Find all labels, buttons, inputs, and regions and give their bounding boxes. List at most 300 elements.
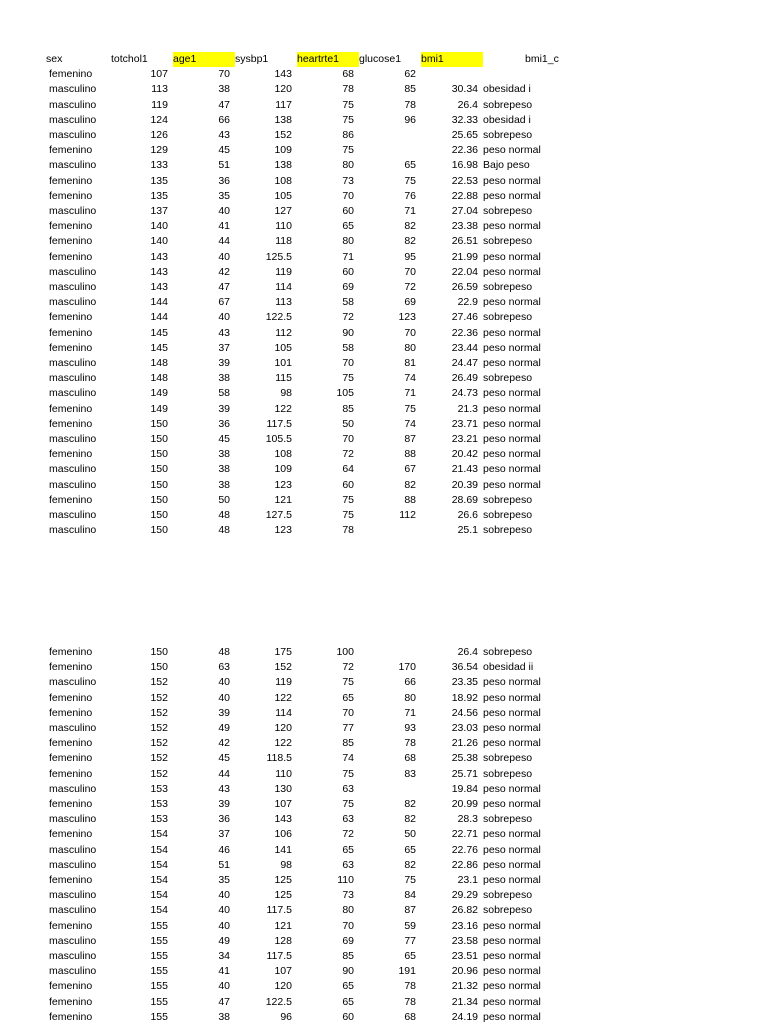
cell-heartrte1[interactable]: 105 bbox=[336, 387, 354, 400]
cell-bmi1-c[interactable]: peso normal bbox=[483, 326, 541, 339]
cell-glucose1[interactable]: 88 bbox=[404, 448, 416, 461]
cell-sex[interactable]: femenino bbox=[49, 737, 93, 750]
cell-totchol1[interactable]: 145 bbox=[150, 326, 168, 339]
cell-sex[interactable]: femenino bbox=[49, 326, 93, 339]
cell-sysbp1[interactable]: 120 bbox=[274, 980, 292, 993]
cell-sex[interactable]: femenino bbox=[49, 798, 93, 811]
cell-heartrte1[interactable]: 64 bbox=[342, 463, 354, 476]
header-heartrte1[interactable]: heartrte1 bbox=[297, 52, 359, 67]
cell-sex[interactable]: masculino bbox=[49, 676, 97, 689]
cell-bmi1-c[interactable]: obesidad i bbox=[483, 113, 531, 126]
cell-glucose1[interactable]: 80 bbox=[404, 341, 416, 354]
cell-age1[interactable]: 37 bbox=[218, 828, 230, 841]
cell-totchol1[interactable]: 143 bbox=[150, 265, 168, 278]
cell-totchol1[interactable]: 135 bbox=[150, 174, 168, 187]
cell-totchol1[interactable]: 152 bbox=[150, 767, 168, 780]
cell-glucose1[interactable]: 70 bbox=[404, 326, 416, 339]
cell-glucose1[interactable]: 88 bbox=[404, 493, 416, 506]
cell-sex[interactable]: femenino bbox=[49, 661, 93, 674]
cell-heartrte1[interactable]: 72 bbox=[342, 661, 354, 674]
cell-totchol1[interactable]: 154 bbox=[150, 828, 168, 841]
cell-sysbp1[interactable]: 98 bbox=[280, 858, 292, 871]
cell-age1[interactable]: 43 bbox=[218, 782, 230, 795]
cell-glucose1[interactable]: 78 bbox=[404, 737, 416, 750]
cell-sex[interactable]: femenino bbox=[49, 706, 93, 719]
cell-sex[interactable]: masculino bbox=[49, 463, 97, 476]
cell-heartrte1[interactable]: 72 bbox=[342, 311, 354, 324]
cell-bmi1-c[interactable]: peso normal bbox=[483, 676, 541, 689]
cell-heartrte1[interactable]: 70 bbox=[342, 189, 354, 202]
cell-bmi1-c[interactable]: peso normal bbox=[483, 722, 541, 735]
cell-totchol1[interactable]: 149 bbox=[150, 387, 168, 400]
cell-bmi1[interactable]: 24.19 bbox=[451, 1010, 478, 1023]
cell-bmi1[interactable]: 19.84 bbox=[451, 782, 478, 795]
cell-bmi1[interactable]: 22.9 bbox=[457, 296, 478, 309]
cell-bmi1[interactable]: 26.4 bbox=[457, 646, 478, 658]
cell-bmi1-c[interactable]: peso normal bbox=[483, 965, 541, 978]
cell-bmi1-c[interactable]: peso normal bbox=[483, 220, 541, 233]
cell-sysbp1[interactable]: 98 bbox=[280, 387, 292, 400]
cell-age1[interactable]: 38 bbox=[218, 1010, 230, 1023]
cell-glucose1[interactable]: 82 bbox=[404, 478, 416, 491]
cell-bmi1[interactable]: 25.1 bbox=[457, 524, 478, 537]
cell-glucose1[interactable] bbox=[359, 523, 421, 538]
cell-bmi1[interactable]: 21.43 bbox=[451, 463, 478, 476]
cell-heartrte1[interactable]: 86 bbox=[342, 129, 354, 142]
cell-age1[interactable]: 48 bbox=[218, 524, 230, 537]
cell-totchol1[interactable]: 155 bbox=[150, 950, 168, 963]
cell-totchol1[interactable]: 107 bbox=[150, 68, 168, 81]
cell-sysbp1[interactable]: 107 bbox=[274, 798, 292, 811]
cell-sysbp1[interactable]: 141 bbox=[274, 843, 292, 856]
cell-heartrte1[interactable]: 75 bbox=[342, 144, 354, 157]
cell-bmi1-c[interactable]: peso normal bbox=[483, 296, 541, 309]
cell-heartrte1[interactable]: 69 bbox=[342, 934, 354, 947]
cell-bmi1[interactable]: 22.86 bbox=[451, 858, 478, 871]
cell-sysbp1[interactable]: 108 bbox=[274, 174, 292, 187]
cell-glucose1[interactable]: 170 bbox=[398, 661, 416, 674]
cell-age1[interactable]: 42 bbox=[218, 265, 230, 278]
cell-heartrte1[interactable]: 80 bbox=[342, 904, 354, 917]
cell-bmi1[interactable]: 23.03 bbox=[451, 722, 478, 735]
header-bmi1-c[interactable]: bmi1_c bbox=[525, 53, 559, 65]
cell-sysbp1[interactable]: 138 bbox=[274, 159, 292, 172]
cell-age1[interactable]: 49 bbox=[218, 722, 230, 735]
cell-sex[interactable]: masculino bbox=[49, 387, 97, 400]
cell-bmi1-c[interactable]: peso normal bbox=[483, 433, 541, 446]
cell-heartrte1[interactable]: 85 bbox=[342, 950, 354, 963]
cell-bmi1[interactable] bbox=[421, 67, 483, 82]
cell-totchol1[interactable]: 152 bbox=[150, 722, 168, 735]
cell-glucose1[interactable]: 82 bbox=[404, 858, 416, 871]
cell-glucose1[interactable]: 75 bbox=[404, 174, 416, 187]
cell-sex[interactable]: masculino bbox=[49, 858, 97, 871]
cell-bmi1-c[interactable]: obesidad ii bbox=[483, 661, 534, 674]
cell-totchol1[interactable]: 154 bbox=[150, 889, 168, 902]
header-glucose1[interactable]: glucose1 bbox=[359, 53, 402, 65]
cell-bmi1-c[interactable]: peso normal bbox=[483, 387, 541, 400]
cell-glucose1[interactable]: 50 bbox=[404, 828, 416, 841]
cell-glucose1[interactable]: 65 bbox=[404, 950, 416, 963]
cell-age1[interactable]: 39 bbox=[218, 357, 230, 370]
cell-age1[interactable]: 39 bbox=[218, 402, 230, 415]
cell-bmi1[interactable]: 23.38 bbox=[451, 220, 478, 233]
cell-bmi1[interactable]: 22.53 bbox=[451, 174, 478, 187]
cell-sex[interactable]: masculino bbox=[49, 433, 97, 446]
cell-age1[interactable]: 48 bbox=[218, 646, 230, 658]
cell-totchol1[interactable]: 150 bbox=[150, 509, 168, 522]
cell-bmi1-c[interactable]: sobrepeso bbox=[483, 904, 533, 917]
cell-bmi1[interactable]: 26.6 bbox=[457, 509, 478, 522]
cell-bmi1-c[interactable]: peso normal bbox=[483, 341, 541, 354]
cell-sex[interactable]: masculino bbox=[49, 813, 97, 826]
cell-heartrte1[interactable]: 90 bbox=[342, 326, 354, 339]
cell-bmi1[interactable]: 21.26 bbox=[451, 737, 478, 750]
cell-glucose1[interactable]: 123 bbox=[398, 311, 416, 324]
cell-bmi1[interactable]: 20.42 bbox=[451, 448, 478, 461]
cell-bmi1-c[interactable]: peso normal bbox=[483, 950, 541, 963]
cell-bmi1[interactable]: 26.51 bbox=[451, 235, 478, 248]
cell-heartrte1[interactable]: 73 bbox=[342, 889, 354, 902]
cell-heartrte1[interactable]: 68 bbox=[342, 68, 354, 81]
cell-bmi1-c[interactable]: sobrepeso bbox=[483, 813, 533, 826]
cell-sex[interactable]: masculino bbox=[49, 950, 97, 963]
cell-bmi1[interactable]: 23.21 bbox=[451, 433, 478, 446]
cell-sex[interactable]: masculino bbox=[49, 478, 97, 491]
cell-sex[interactable]: femenino bbox=[49, 752, 93, 765]
cell-glucose1[interactable]: 76 bbox=[404, 189, 416, 202]
cell-glucose1[interactable]: 83 bbox=[404, 767, 416, 780]
cell-bmi1-c[interactable]: sobrepeso bbox=[483, 493, 533, 506]
cell-sysbp1[interactable]: 123 bbox=[274, 524, 292, 537]
cell-heartrte1[interactable]: 63 bbox=[342, 782, 354, 795]
cell-age1[interactable]: 43 bbox=[218, 326, 230, 339]
cell-sex[interactable]: masculino bbox=[49, 722, 97, 735]
cell-heartrte1[interactable]: 63 bbox=[342, 813, 354, 826]
cell-sex[interactable]: masculino bbox=[49, 889, 97, 902]
cell-bmi1-c[interactable]: peso normal bbox=[483, 706, 541, 719]
cell-bmi1-c[interactable]: sobrepeso bbox=[483, 129, 533, 142]
cell-bmi1-c[interactable]: peso normal bbox=[483, 919, 541, 932]
cell-sysbp1[interactable]: 125.5 bbox=[265, 250, 292, 263]
cell-sex[interactable]: femenino bbox=[49, 341, 93, 354]
cell-bmi1-c[interactable]: peso normal bbox=[483, 478, 541, 491]
cell-totchol1[interactable]: 155 bbox=[150, 934, 168, 947]
cell-sysbp1[interactable]: 108 bbox=[274, 448, 292, 461]
cell-bmi1-c[interactable]: sobrepeso bbox=[483, 372, 533, 385]
cell-heartrte1[interactable]: 75 bbox=[342, 509, 354, 522]
cell-totchol1[interactable]: 150 bbox=[150, 661, 168, 674]
cell-heartrte1[interactable]: 71 bbox=[342, 250, 354, 263]
cell-heartrte1[interactable]: 110 bbox=[337, 874, 354, 887]
cell-bmi1-c[interactable] bbox=[483, 67, 563, 82]
cell-sex[interactable]: femenino bbox=[49, 828, 93, 841]
cell-totchol1[interactable]: 148 bbox=[150, 357, 168, 370]
cell-sysbp1[interactable]: 175 bbox=[274, 646, 292, 658]
cell-age1[interactable]: 58 bbox=[218, 387, 230, 400]
cell-glucose1[interactable]: 81 bbox=[404, 357, 416, 370]
cell-bmi1-c[interactable]: peso normal bbox=[483, 995, 541, 1008]
cell-totchol1[interactable]: 140 bbox=[150, 235, 168, 248]
cell-sysbp1[interactable]: 152 bbox=[274, 129, 292, 142]
cell-glucose1[interactable]: 82 bbox=[404, 798, 416, 811]
cell-totchol1[interactable]: 145 bbox=[150, 341, 168, 354]
cell-sex[interactable]: masculino bbox=[49, 524, 97, 537]
cell-sex[interactable]: femenino bbox=[49, 144, 93, 157]
cell-bmi1[interactable]: 22.88 bbox=[451, 189, 478, 202]
cell-sysbp1[interactable]: 119 bbox=[275, 676, 292, 689]
cell-age1[interactable]: 66 bbox=[218, 113, 230, 126]
cell-bmi1-c[interactable]: peso normal bbox=[483, 189, 541, 202]
cell-bmi1-c[interactable]: peso normal bbox=[483, 737, 541, 750]
cell-sysbp1[interactable]: 101 bbox=[274, 357, 292, 370]
cell-glucose1[interactable]: 77 bbox=[404, 934, 416, 947]
cell-sysbp1[interactable]: 125 bbox=[274, 889, 292, 902]
cell-sex[interactable]: masculino bbox=[49, 509, 97, 522]
cell-sex[interactable]: masculino bbox=[49, 83, 97, 96]
cell-age1[interactable]: 47 bbox=[218, 98, 230, 111]
cell-glucose1[interactable]: 191 bbox=[398, 965, 416, 978]
cell-heartrte1[interactable]: 77 bbox=[342, 722, 354, 735]
cell-sysbp1[interactable]: 115 bbox=[275, 372, 292, 385]
cell-glucose1[interactable]: 70 bbox=[404, 265, 416, 278]
cell-bmi1[interactable]: 26.82 bbox=[451, 904, 478, 917]
cell-totchol1[interactable]: 124 bbox=[150, 113, 168, 126]
cell-sex[interactable]: masculino bbox=[49, 159, 97, 172]
cell-bmi1-c[interactable]: sobrepeso bbox=[483, 98, 533, 111]
cell-totchol1[interactable]: 153 bbox=[150, 798, 168, 811]
cell-heartrte1[interactable]: 78 bbox=[342, 83, 354, 96]
cell-bmi1[interactable]: 20.99 bbox=[451, 798, 478, 811]
cell-sex[interactable]: masculino bbox=[49, 281, 97, 294]
cell-heartrte1[interactable]: 80 bbox=[342, 235, 354, 248]
cell-age1[interactable]: 44 bbox=[218, 767, 230, 780]
cell-sysbp1[interactable]: 122 bbox=[274, 691, 292, 704]
cell-sysbp1[interactable]: 117.5 bbox=[266, 904, 292, 917]
cell-sysbp1[interactable]: 123 bbox=[274, 478, 292, 491]
cell-totchol1[interactable]: 155 bbox=[150, 1010, 168, 1023]
cell-heartrte1[interactable]: 75 bbox=[342, 767, 354, 780]
cell-totchol1[interactable]: 150 bbox=[150, 463, 168, 476]
cell-bmi1[interactable]: 28.69 bbox=[451, 493, 478, 506]
cell-heartrte1[interactable]: 65 bbox=[342, 980, 354, 993]
cell-glucose1[interactable] bbox=[359, 645, 421, 660]
cell-bmi1-c[interactable]: peso normal bbox=[483, 1010, 541, 1023]
cell-sysbp1[interactable]: 121 bbox=[274, 919, 292, 932]
cell-bmi1[interactable]: 24.56 bbox=[451, 706, 478, 719]
cell-age1[interactable]: 37 bbox=[218, 341, 230, 354]
cell-sex[interactable]: femenino bbox=[49, 250, 93, 263]
cell-bmi1[interactable]: 26.49 bbox=[451, 372, 478, 385]
cell-sysbp1[interactable]: 113 bbox=[275, 296, 292, 309]
cell-sex[interactable]: femenino bbox=[49, 174, 93, 187]
cell-totchol1[interactable]: 119 bbox=[151, 98, 168, 111]
cell-bmi1-c[interactable]: peso normal bbox=[483, 448, 541, 461]
cell-totchol1[interactable]: 150 bbox=[150, 524, 168, 537]
cell-glucose1[interactable]: 112 bbox=[399, 509, 416, 522]
cell-sex[interactable]: masculino bbox=[49, 934, 97, 947]
cell-age1[interactable]: 38 bbox=[218, 463, 230, 476]
cell-age1[interactable]: 40 bbox=[218, 311, 230, 324]
cell-bmi1[interactable]: 24.47 bbox=[451, 357, 478, 370]
cell-totchol1[interactable]: 152 bbox=[150, 737, 168, 750]
cell-bmi1-c[interactable]: sobrepeso bbox=[483, 509, 533, 522]
cell-sex[interactable]: femenino bbox=[49, 417, 93, 430]
cell-heartrte1[interactable]: 90 bbox=[342, 965, 354, 978]
cell-glucose1[interactable]: 69 bbox=[404, 296, 416, 309]
cell-sysbp1[interactable]: 122.5 bbox=[265, 311, 292, 324]
cell-age1[interactable]: 43 bbox=[218, 129, 230, 142]
cell-bmi1-c[interactable]: peso normal bbox=[483, 402, 541, 415]
cell-glucose1[interactable]: 82 bbox=[404, 235, 416, 248]
cell-age1[interactable]: 40 bbox=[218, 676, 230, 689]
cell-bmi1-c[interactable]: sobrepeso bbox=[483, 524, 533, 537]
cell-heartrte1[interactable]: 58 bbox=[342, 341, 354, 354]
cell-bmi1[interactable]: 20.96 bbox=[451, 965, 478, 978]
cell-sysbp1[interactable]: 120 bbox=[274, 83, 292, 96]
cell-bmi1[interactable]: 29.29 bbox=[451, 889, 478, 902]
cell-totchol1[interactable]: 152 bbox=[150, 676, 168, 689]
cell-glucose1[interactable] bbox=[359, 128, 421, 143]
cell-glucose1[interactable]: 67 bbox=[404, 463, 416, 476]
cell-bmi1-c[interactable]: sobrepeso bbox=[483, 767, 533, 780]
cell-age1[interactable]: 36 bbox=[218, 813, 230, 826]
cell-bmi1[interactable]: 36.54 bbox=[451, 661, 478, 674]
cell-bmi1[interactable]: 25.71 bbox=[451, 767, 478, 780]
cell-sysbp1[interactable]: 121 bbox=[274, 493, 292, 506]
cell-sysbp1[interactable]: 122 bbox=[274, 737, 292, 750]
cell-sex[interactable]: masculino bbox=[49, 904, 97, 917]
cell-sysbp1[interactable]: 127.5 bbox=[265, 509, 292, 522]
cell-bmi1[interactable]: 22.76 bbox=[451, 843, 478, 856]
cell-sex[interactable]: masculino bbox=[49, 357, 97, 370]
cell-sex[interactable]: masculino bbox=[49, 782, 97, 795]
cell-glucose1[interactable]: 72 bbox=[404, 281, 416, 294]
cell-age1[interactable]: 35 bbox=[218, 874, 230, 887]
cell-totchol1[interactable]: 150 bbox=[150, 646, 168, 658]
cell-age1[interactable]: 42 bbox=[218, 737, 230, 750]
cell-sex[interactable]: femenino bbox=[49, 235, 93, 248]
cell-sysbp1[interactable]: 110 bbox=[275, 220, 292, 233]
cell-glucose1[interactable]: 78 bbox=[404, 995, 416, 1008]
cell-bmi1[interactable]: 21.34 bbox=[451, 995, 478, 1008]
cell-heartrte1[interactable]: 75 bbox=[342, 372, 354, 385]
cell-glucose1[interactable]: 74 bbox=[404, 417, 416, 430]
cell-sysbp1[interactable]: 114 bbox=[275, 706, 292, 719]
cell-heartrte1[interactable]: 85 bbox=[342, 402, 354, 415]
cell-totchol1[interactable]: 152 bbox=[150, 706, 168, 719]
cell-bmi1-c[interactable]: sobrepeso bbox=[483, 205, 533, 218]
cell-sysbp1[interactable]: 110 bbox=[275, 767, 292, 780]
cell-sysbp1[interactable]: 152 bbox=[274, 661, 292, 674]
cell-sysbp1[interactable]: 127 bbox=[274, 205, 292, 218]
cell-age1[interactable]: 45 bbox=[218, 433, 230, 446]
cell-bmi1-c[interactable]: peso normal bbox=[483, 417, 541, 430]
cell-totchol1[interactable]: 129 bbox=[150, 144, 168, 157]
cell-age1[interactable]: 45 bbox=[218, 752, 230, 765]
cell-sex[interactable]: femenino bbox=[49, 402, 93, 415]
cell-glucose1[interactable]: 82 bbox=[404, 813, 416, 826]
header-sex[interactable]: sex bbox=[46, 53, 63, 65]
cell-glucose1[interactable]: 84 bbox=[404, 889, 416, 902]
cell-sex[interactable]: masculino bbox=[49, 265, 97, 278]
cell-age1[interactable]: 40 bbox=[218, 250, 230, 263]
cell-sex[interactable]: femenino bbox=[49, 448, 93, 461]
cell-sysbp1[interactable]: 118 bbox=[275, 235, 292, 248]
cell-bmi1-c[interactable]: sobrepeso bbox=[483, 752, 533, 765]
cell-bmi1-c[interactable]: peso normal bbox=[483, 858, 541, 871]
cell-totchol1[interactable]: 154 bbox=[150, 843, 168, 856]
cell-sysbp1[interactable]: 143 bbox=[274, 813, 292, 826]
cell-glucose1[interactable]: 65 bbox=[404, 843, 416, 856]
cell-age1[interactable]: 38 bbox=[218, 478, 230, 491]
cell-sex[interactable]: femenino bbox=[49, 874, 93, 887]
cell-bmi1[interactable]: 28.3 bbox=[457, 813, 478, 826]
cell-sex[interactable]: masculino bbox=[49, 98, 97, 111]
cell-totchol1[interactable]: 155 bbox=[150, 980, 168, 993]
cell-sysbp1[interactable]: 107 bbox=[274, 965, 292, 978]
cell-bmi1-c[interactable]: sobrepeso bbox=[483, 311, 533, 324]
cell-glucose1[interactable]: 59 bbox=[404, 919, 416, 932]
cell-glucose1[interactable]: 93 bbox=[404, 722, 416, 735]
cell-age1[interactable]: 44 bbox=[218, 235, 230, 248]
cell-bmi1[interactable]: 23.58 bbox=[451, 934, 478, 947]
cell-glucose1[interactable]: 80 bbox=[404, 691, 416, 704]
cell-sysbp1[interactable]: 118.5 bbox=[266, 752, 292, 765]
cell-heartrte1[interactable]: 60 bbox=[342, 1010, 354, 1023]
cell-glucose1[interactable] bbox=[359, 143, 421, 158]
cell-bmi1-c[interactable]: peso normal bbox=[483, 357, 541, 370]
cell-totchol1[interactable]: 150 bbox=[150, 433, 168, 446]
cell-age1[interactable]: 40 bbox=[218, 919, 230, 932]
cell-bmi1-c[interactable]: peso normal bbox=[483, 463, 541, 476]
cell-sysbp1[interactable]: 109 bbox=[274, 144, 292, 157]
cell-heartrte1[interactable]: 63 bbox=[342, 858, 354, 871]
cell-age1[interactable]: 38 bbox=[218, 448, 230, 461]
cell-heartrte1[interactable]: 65 bbox=[342, 995, 354, 1008]
header-totchol1[interactable]: totchol1 bbox=[111, 53, 148, 65]
cell-age1[interactable]: 47 bbox=[218, 281, 230, 294]
cell-sysbp1[interactable]: 117.5 bbox=[266, 417, 292, 430]
cell-totchol1[interactable]: 140 bbox=[150, 220, 168, 233]
cell-bmi1-c[interactable]: sobrepeso bbox=[483, 281, 533, 294]
cell-bmi1-c[interactable]: peso normal bbox=[483, 874, 541, 887]
cell-glucose1[interactable]: 85 bbox=[404, 83, 416, 96]
cell-totchol1[interactable]: 153 bbox=[150, 813, 168, 826]
cell-glucose1[interactable]: 87 bbox=[404, 433, 416, 446]
cell-glucose1[interactable]: 75 bbox=[404, 402, 416, 415]
cell-sex[interactable]: femenino bbox=[49, 767, 93, 780]
cell-bmi1-c[interactable]: sobrepeso bbox=[483, 235, 533, 248]
cell-bmi1[interactable]: 23.35 bbox=[451, 676, 478, 689]
cell-bmi1[interactable]: 27.04 bbox=[451, 205, 478, 218]
cell-sysbp1[interactable]: 117 bbox=[275, 98, 292, 111]
cell-totchol1[interactable]: 150 bbox=[150, 448, 168, 461]
cell-glucose1[interactable]: 66 bbox=[404, 676, 416, 689]
cell-totchol1[interactable]: 152 bbox=[150, 752, 168, 765]
cell-totchol1[interactable]: 150 bbox=[150, 478, 168, 491]
cell-age1[interactable]: 67 bbox=[218, 296, 230, 309]
cell-bmi1-c[interactable]: peso normal bbox=[483, 265, 541, 278]
cell-sysbp1[interactable]: 109 bbox=[274, 463, 292, 476]
cell-bmi1[interactable]: 23.16 bbox=[451, 919, 478, 932]
cell-sysbp1[interactable]: 117.5 bbox=[266, 950, 292, 963]
cell-bmi1[interactable]: 24.73 bbox=[451, 387, 478, 400]
cell-totchol1[interactable]: 154 bbox=[150, 874, 168, 887]
cell-age1[interactable]: 49 bbox=[218, 934, 230, 947]
cell-sex[interactable]: femenino bbox=[49, 1010, 93, 1023]
cell-totchol1[interactable]: 148 bbox=[150, 372, 168, 385]
